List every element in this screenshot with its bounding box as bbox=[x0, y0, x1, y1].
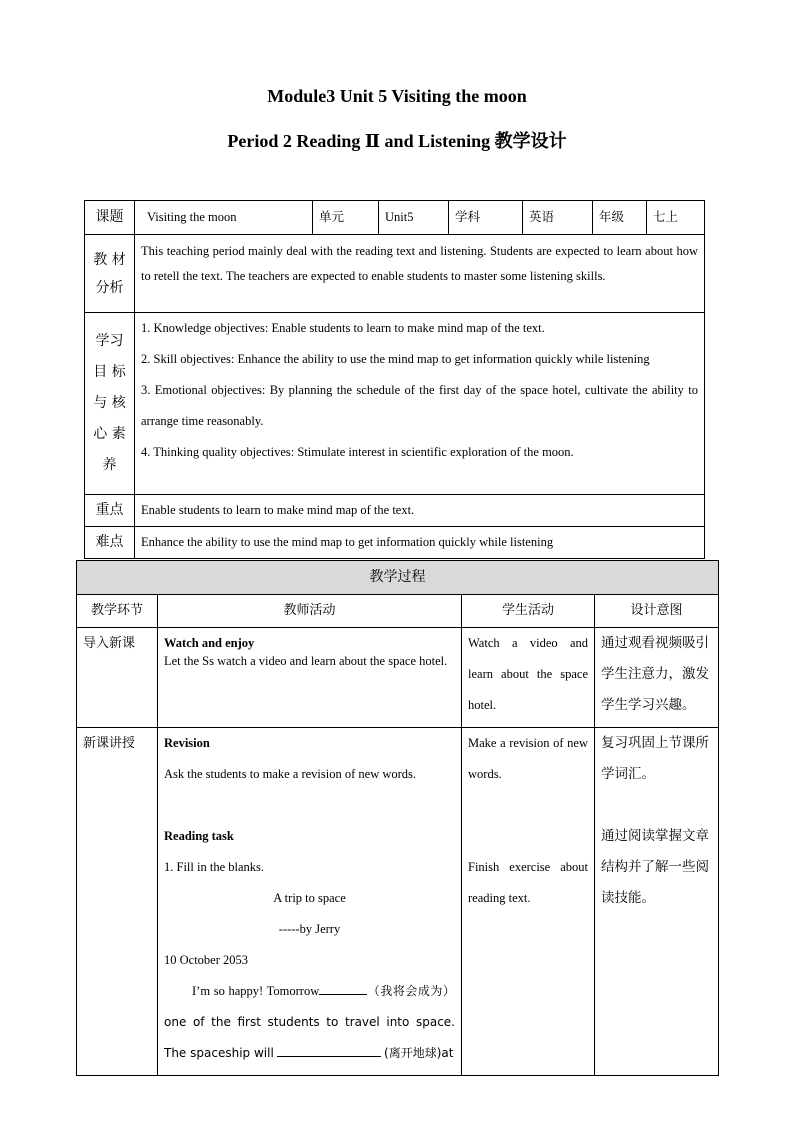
document-subtitle: Period 2 Reading Ⅱ and Listening 教学设计 bbox=[227, 131, 567, 151]
revision-text: Ask the students to make a revision of new words. bbox=[164, 766, 417, 781]
fill-blank[interactable] bbox=[277, 1056, 381, 1057]
reading-task-title: Reading task bbox=[164, 828, 234, 843]
process-header: 教学过程 bbox=[77, 561, 719, 595]
student-activity-lead-in: Watch a video and learn about the space hotel. bbox=[462, 627, 595, 727]
label-subject: 学科 bbox=[449, 201, 523, 235]
design-intent-lead-in: 通过观看视频吸引学生注意力，激发学生学习兴趣。 bbox=[595, 627, 719, 727]
difficult-point-text: Enhance the ability to use the mind map to get information quickly while listening bbox=[135, 527, 705, 559]
objective-item: 2. Skill objectives: Enhance the ability to use the mind map to get information quickly while listening bbox=[141, 352, 650, 366]
student-revision: Make a revision of new words. bbox=[468, 735, 588, 781]
label-material-analysis: 教 材 分析 bbox=[85, 235, 135, 313]
value-topic: Visiting the moon bbox=[135, 201, 313, 235]
stage-lead-in: 导入新课 bbox=[77, 627, 158, 727]
document-title: Module3 Unit 5 Visiting the moon bbox=[267, 86, 527, 106]
student-reading: Finish exercise about reading text. bbox=[468, 859, 588, 905]
trip-title: A trip to space bbox=[273, 890, 346, 905]
revision-title: Revision bbox=[164, 735, 210, 750]
teacher-activity-new-lesson bbox=[158, 727, 462, 1075]
value-unit: Unit5 bbox=[379, 201, 449, 235]
objective-item: 4. Thinking quality objectives: Stimulate interest in scientific exploration of the moon. bbox=[141, 445, 574, 459]
label-grade: 年级 bbox=[593, 201, 647, 235]
label-unit: 单元 bbox=[313, 201, 379, 235]
fill-blanks-instruction: 1. Fill in the blanks. bbox=[164, 859, 264, 874]
objective-item: 1. Knowledge objectives: Enable students to learn to make mind map of the text. bbox=[141, 321, 545, 335]
activity-text: Let the Ss watch a video and learn about the space hotel. bbox=[164, 654, 448, 669]
diary-date: 10 October 2053 bbox=[164, 952, 249, 967]
label-key-point: 重点 bbox=[85, 495, 135, 527]
column-teacher-activity: 教师活动 bbox=[158, 595, 462, 628]
intent-revision: 复习巩固上节课所学词汇。 bbox=[601, 734, 709, 782]
teaching-process-table bbox=[76, 560, 719, 1076]
label-topic: 课题 bbox=[85, 201, 135, 235]
objective-item: 3. Emotional objectives: By planning the schedule of the first day of the space hotel, cultivate the ability to arrange time reasonably. bbox=[141, 383, 698, 428]
learning-objectives-list bbox=[135, 313, 705, 495]
design-intent-new-lesson bbox=[595, 727, 719, 1075]
diary-paragraph: I’m so happy! Tomorrow （我将会成为） one of the first students to travel into space. The spaceship will (离开地球)at bbox=[164, 983, 455, 1060]
material-analysis-text: This teaching period mainly deal with the reading text and listening. Students are expected to learn about how to retell the text. The teachers are expected to enable students to master some listening skills. bbox=[135, 235, 705, 313]
column-stage: 教学环节 bbox=[77, 595, 158, 628]
label-learning-objectives: 学习 目 标 与 核 心 素 养 bbox=[85, 313, 135, 495]
fill-blank[interactable] bbox=[319, 994, 367, 995]
stage-new-lesson: 新课讲授 bbox=[77, 727, 158, 1075]
teacher-activity-lead-in bbox=[158, 627, 462, 727]
intent-reading: 通过阅读掌握文章结构并了解一些阅读技能。 bbox=[601, 827, 709, 906]
table-row bbox=[77, 727, 719, 1075]
value-grade: 七上 bbox=[647, 201, 705, 235]
trip-author: -----by Jerry bbox=[278, 921, 341, 936]
student-activity-new-lesson bbox=[462, 727, 595, 1075]
column-student-activity: 学生活动 bbox=[462, 595, 595, 628]
column-design-intent: 设计意图 bbox=[595, 595, 719, 628]
label-difficult-point: 难点 bbox=[85, 527, 135, 559]
course-info-table bbox=[84, 200, 705, 559]
value-subject: 英语 bbox=[523, 201, 593, 235]
activity-title: Watch and enjoy bbox=[164, 635, 255, 650]
key-point-text: Enable students to learn to make mind map of the text. bbox=[135, 495, 705, 527]
table-row bbox=[77, 627, 719, 727]
